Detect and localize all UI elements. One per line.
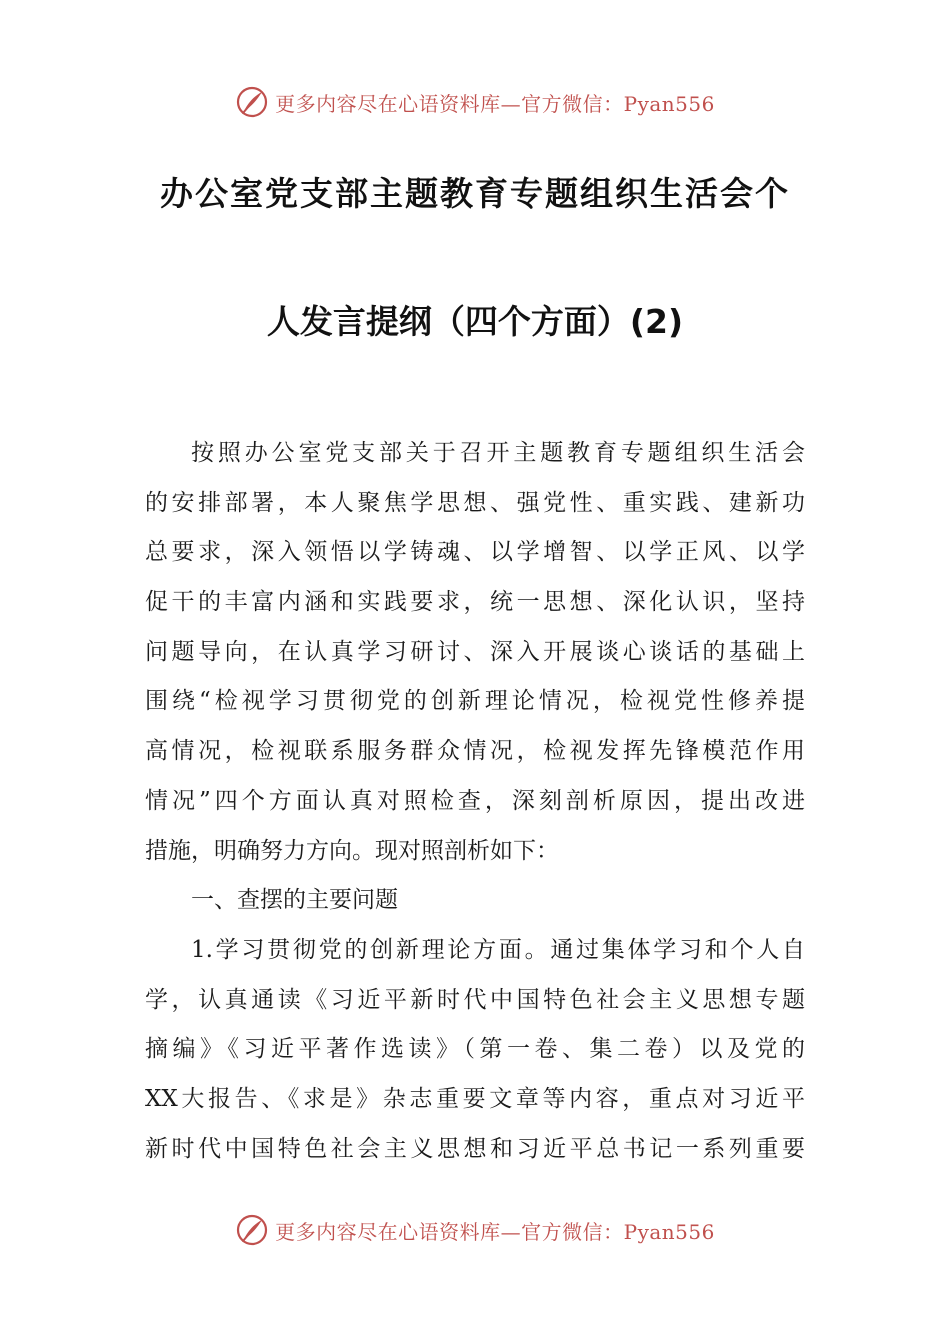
feather-pen-logo-icon [235,85,269,119]
footer-watermark [0,1210,950,1250]
section-heading: 一、查摆的主要问题 [191,887,398,914]
header-watermark [0,82,950,122]
document-title-line-2: 人发言提纲（四个方面）(2) [266,302,684,341]
text-line: 措施，明确努力方向。现对照剖析如下： [145,837,559,864]
document-title-line-1: 办公室党支部主题教育专题组织生活会个 [160,174,790,213]
watermark-text: 更多内容尽在心语资料库—官方微信：Pyan556 [275,1219,715,1244]
text-line: 情况”四个方面认真对照检查，深刻剖析原因，提出改进 [145,787,805,814]
text-line: 按照办公室党支部关于召开主题教育专题组织生活会 [191,440,805,466]
text-line: XX大报告、《求是》杂志重要文章等内容，重点对习近平 [145,1085,805,1112]
text-line: 高情况，检视联系服务群众情况，检视发挥先锋模范作用 [145,738,805,765]
text-line: 促干的丰富内涵和实践要求，统一思想、深化认识，坚持 [145,589,805,616]
text-line: 摘编》《习近平著作选读》（第一卷、集二卷）以及党的 [145,1036,805,1063]
feather-pen-logo-icon [235,1213,269,1247]
intro-paragraph [145,429,805,1174]
text-line: 1.学习贯彻党的创新理论方面。通过集体学习和个人自 [191,936,805,963]
watermark-text: 更多内容尽在心语资料库—官方微信：Pyan556 [275,91,715,116]
text-line: 学，认真通读《习近平新时代中国特色社会主义思想专题 [145,986,805,1013]
text-line: 的安排部署，本人聚焦学思想、强党性、重实践、建新功 [145,489,805,516]
text-line: 围绕“检视学习贯彻党的创新理论情况，检视党性修养提 [145,688,805,715]
text-line: 新时代中国特色社会主义思想和习近平总书记一系列重要 [145,1135,805,1162]
text-line: 总要求，深入领悟以学铸魂、以学增智、以学正风、以学 [145,539,805,566]
text-line: 问题导向，在认真学习研讨、深入开展谈心谈话的基础上 [145,638,805,665]
